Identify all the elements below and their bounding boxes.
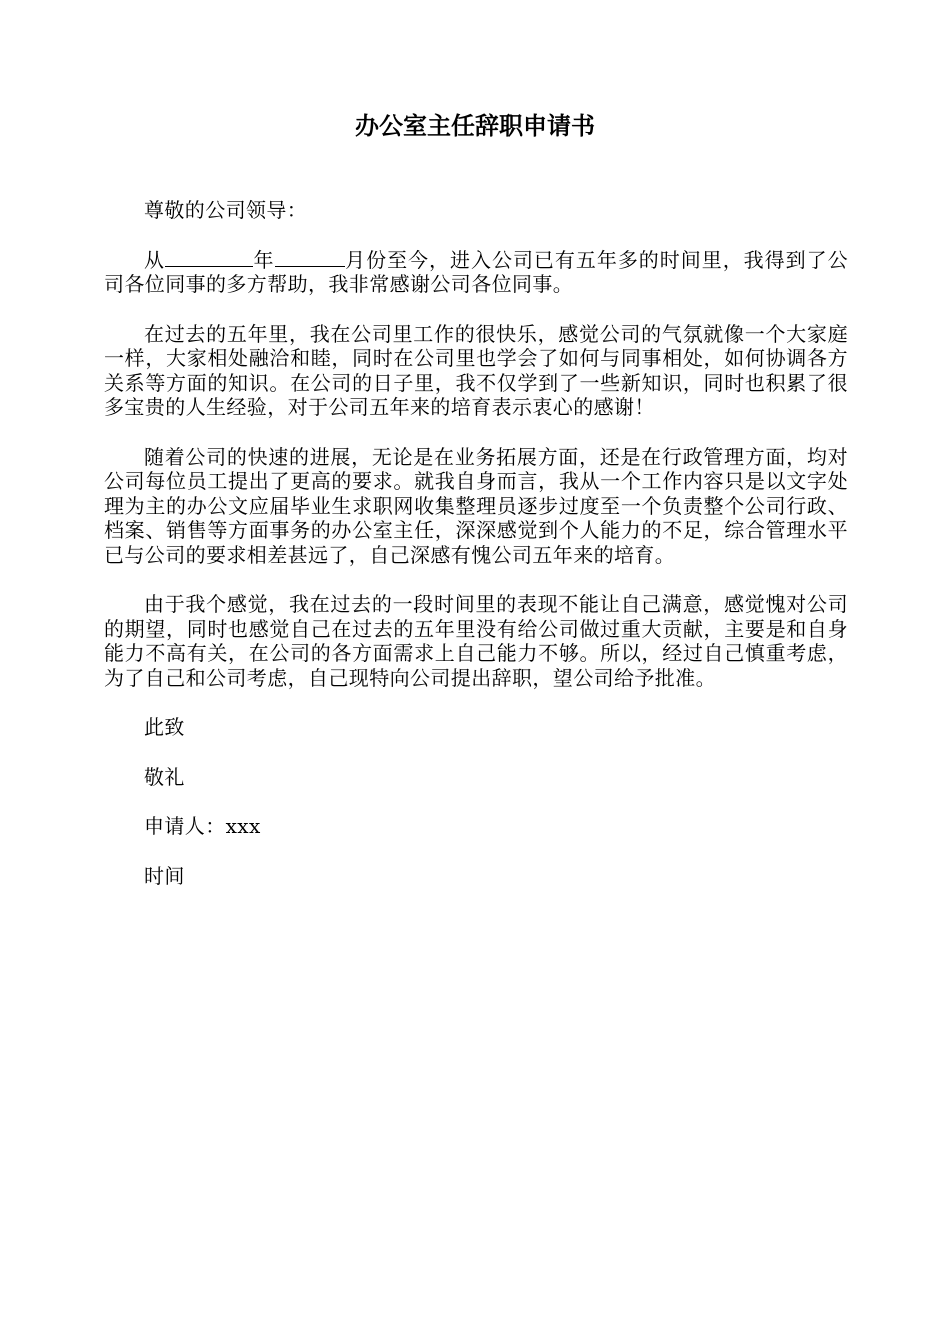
p1-prefix: 从 — [144, 247, 165, 272]
closing-ci-zhi: 此致 — [144, 715, 185, 739]
paragraph-3: 随着公司的快速的进展，无论是在业务拓展方面，还是在行政管理方面，均对公司每位员工提出了更高的要求。就我自身而言，我从一个工作内容只是以文字处理为主的办公文应届毕业生求职网收集整理员逐步过度至一个负责整个公司行政、档案、销售等方面事务的办公室主任，深深感觉到个人能力的不足，综合管理水平已与公司的要求相差甚远了，自己深感有愧公司五年来的培育。 — [104, 444, 848, 567]
p1-month-suffix: 月份至今，进入公司已有五年多的时间里，我得到了公司各位同事的多方帮助，我非常感谢公司各位同事。 — [104, 247, 848, 296]
year-blank — [165, 250, 253, 267]
p1-year-suffix: 年 — [252, 247, 275, 272]
closing-jing-li: 敬礼 — [144, 764, 185, 789]
date-line: 时间 — [144, 863, 185, 888]
letter-body — [104, 198, 848, 913]
paragraph-1 — [104, 248, 848, 297]
salutation: 尊敬的公司领导： — [144, 198, 308, 222]
month-blank — [275, 250, 345, 267]
document-title: 办公室主任辞职申请书 — [355, 112, 595, 140]
applicant-line: 申请人：xxx — [144, 814, 261, 838]
paragraph-2: 在过去的五年里，我在公司里工作的很快乐，感觉公司的气氛就像一个大家庭一样，大家相处融洽和睦，同时在公司里也学会了如何与同事相处，如何协调各方关系等方面的知识。在公司的日子里，我不仅学到了一些新知识，同时也积累了很多宝贵的人生经验，对于公司五年来的培育表示衷心的感谢！ — [104, 321, 848, 419]
paragraph-4: 由于我个感觉，我在过去的一段时间里的表现不能让自己满意，感觉愧对公司的期望，同时也感觉自己在过去的五年里没有给公司做过重大贡献，主要是和自身能力不高有关，在公司的各方面需求上自己能力不够。所以，经过自己慎重考虑，为了自己和公司考虑，自己现特向公司提出辞职，望公司给予批准。 — [104, 592, 848, 690]
